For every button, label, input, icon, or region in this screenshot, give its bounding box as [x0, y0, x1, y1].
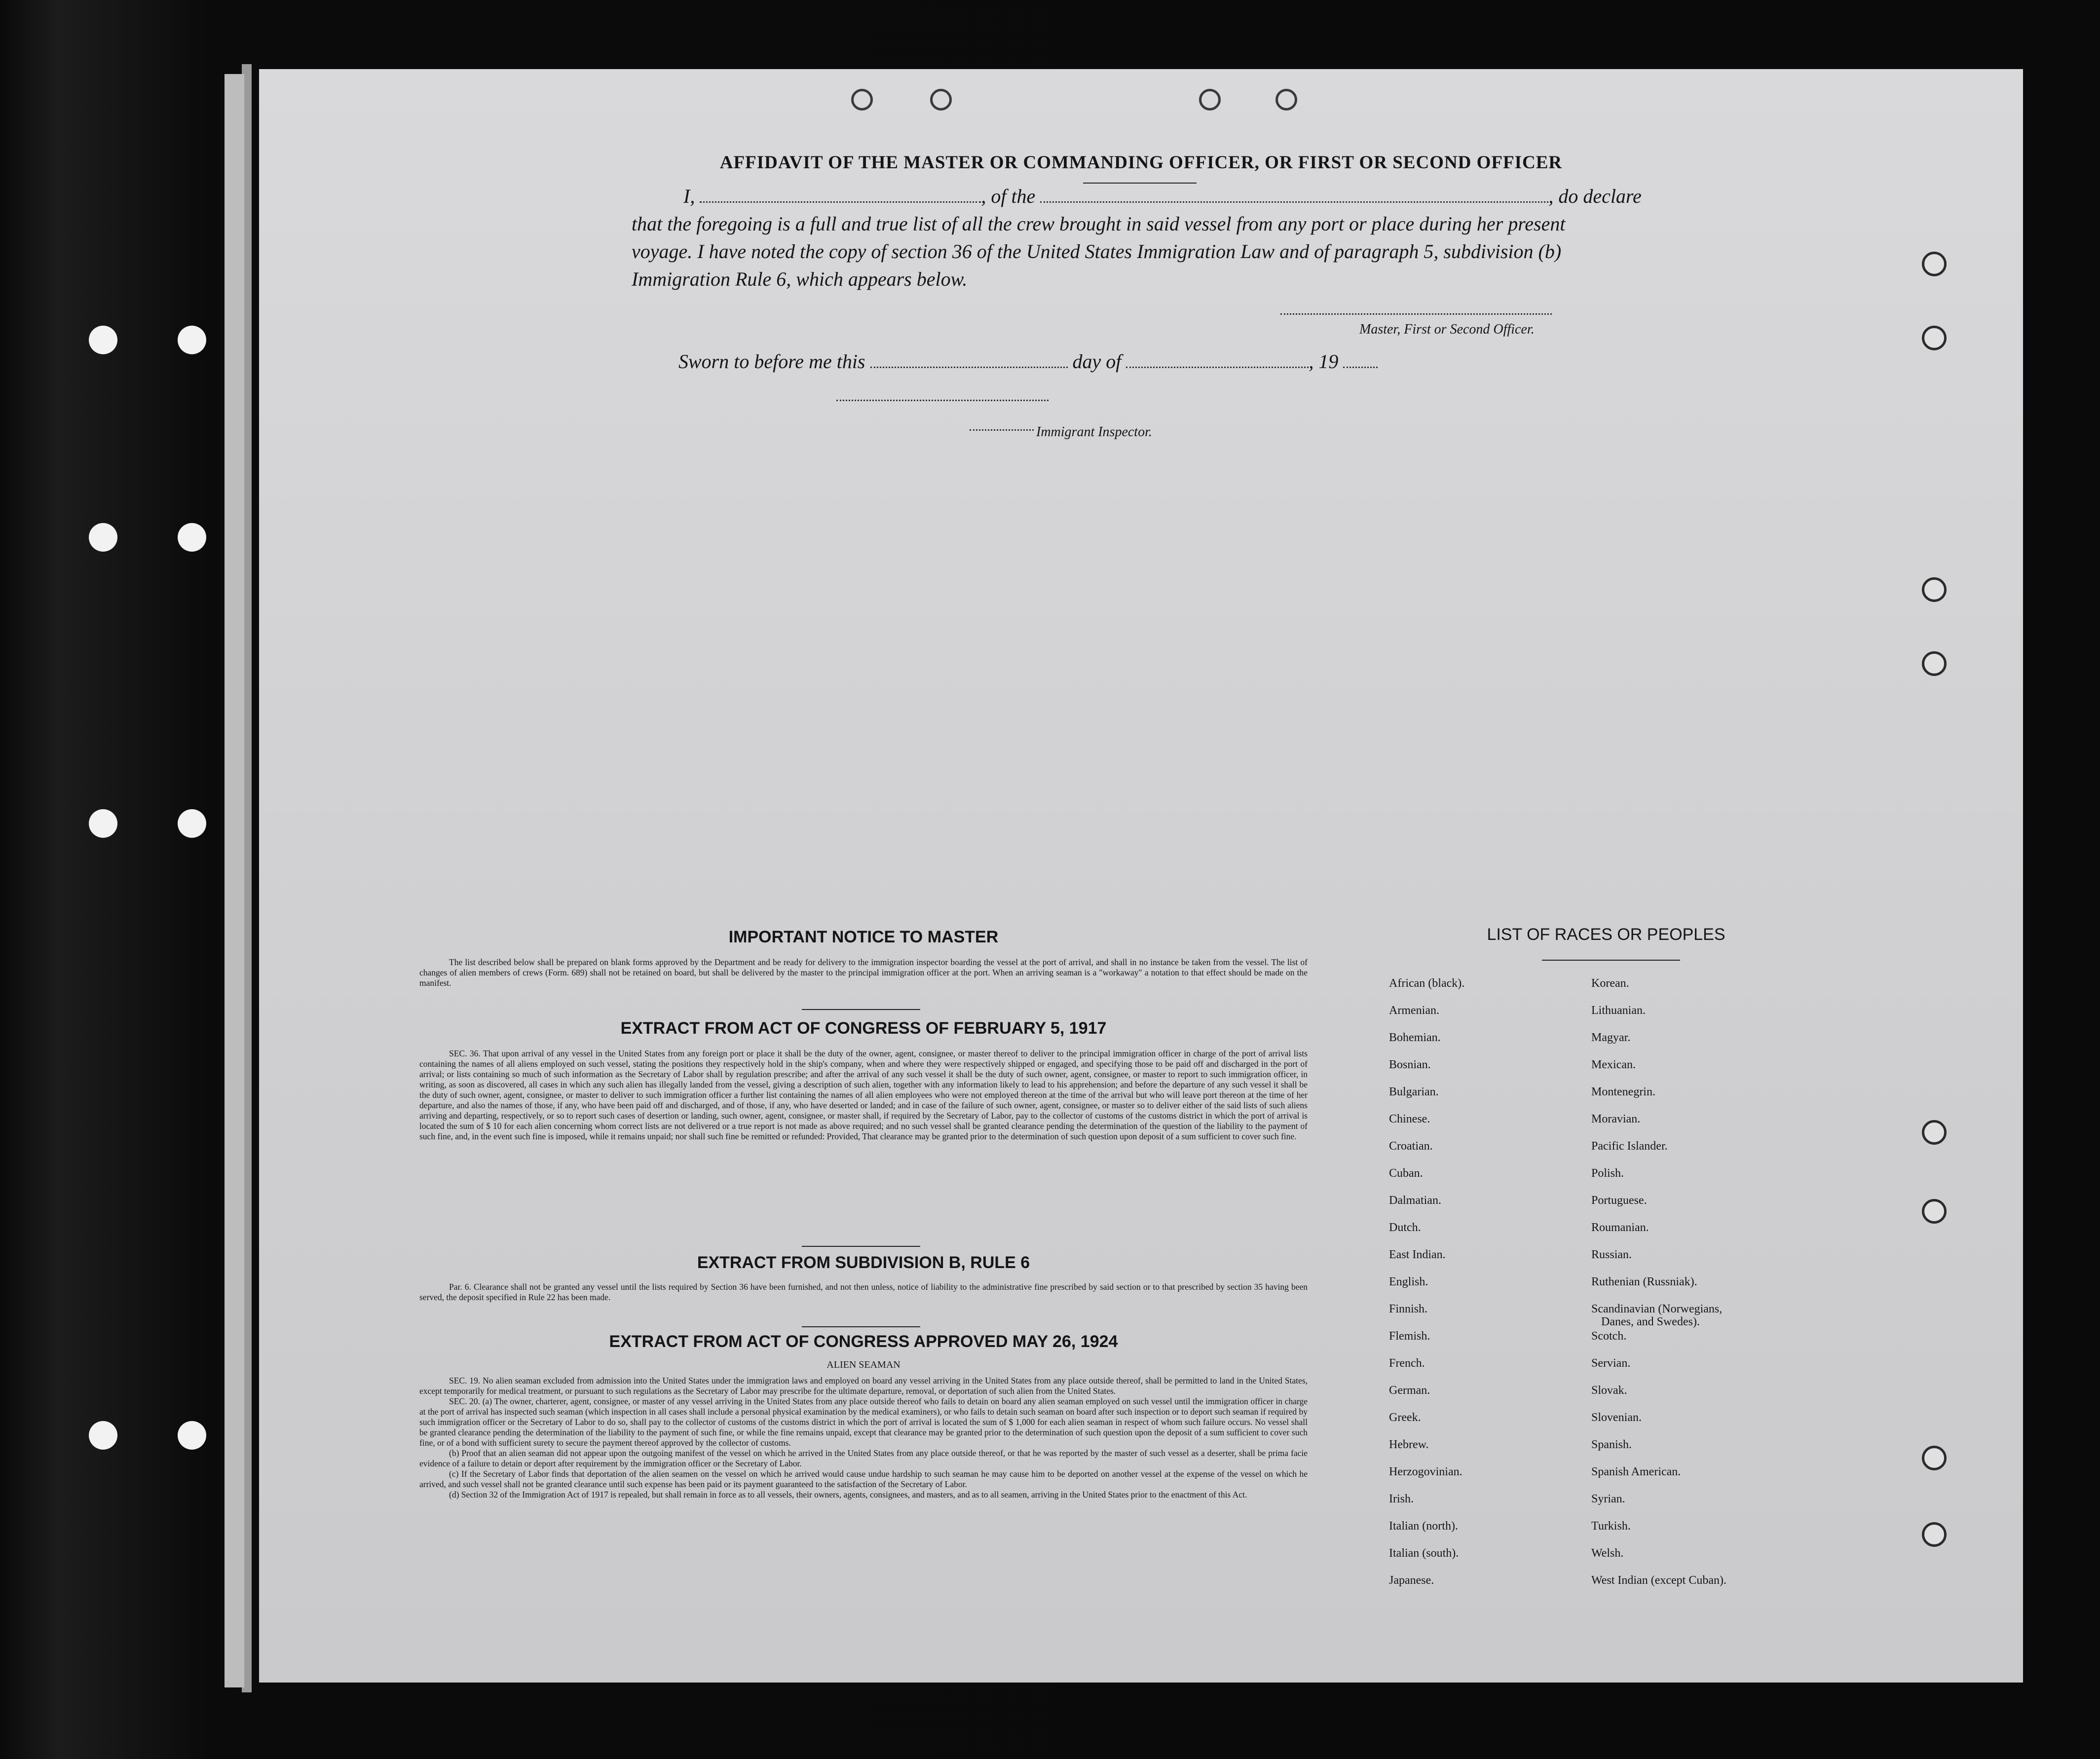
race-item: Korean.: [1591, 977, 1629, 990]
race-item: Montenegrin.: [1591, 1085, 1655, 1098]
race-item: Turkish.: [1591, 1520, 1631, 1533]
sec-20b-text: (b) Proof that an alien seaman did not appear upon the outgoing manifest of the vessel on which he arrived in the United States from any place outside thereof, or that he was reported by the master of such vessel as a deserter, shall be prima facie evidence of a failure to detain or deport after requirement by the immigration officer or the Secretary of Labor.: [419, 1448, 1308, 1468]
vessel-name-blank[interactable]: [1040, 201, 1548, 203]
punch-hole: [1922, 651, 1947, 676]
binder-hole: [89, 809, 117, 838]
race-item: West Indian (except Cuban).: [1591, 1574, 1726, 1587]
race-item: Greek.: [1389, 1411, 1421, 1424]
signature-label: Master, First or Second Officer.: [1359, 322, 1535, 337]
race-item: Pacific Islander.: [1591, 1140, 1668, 1153]
binder-hole: [89, 1421, 117, 1450]
race-item: East Indian.: [1389, 1248, 1446, 1261]
extract-1917-text: SEC. 36. That upon arrival of any vessel in the United States from any foreign port or place it shall be the duty of the owner, agent, consignee, or master thereof to deliver to the principal immigration officer in charge of the port of arrival lists containing the names of all aliens employed on such vessel, stating the positions they respectively hold in the ship's company, when and where they were respectively shipped or engaged, and specifying those to be paid off and discharged in the port of arrival; or lists containing so much of such information as the Secretary of Labor shall by regulation prescribe; and after the arrival of any such vessel it shall be the duty of such owner, agent, consignee, or master to report to such immigration officer, in writing, as soon as discovered, all cases in which any such alien has illegally landed from the vessel, giving a description of such alien, together with any information likely to lead to his apprehension; and before the departure of any such vessel it shall be the duty of such owner, agent, consignee, or master to deliver to such immigration officer a further list containing the names of all alien employees who were not employed thereon at the time of the arrival but who will leave port thereon at the time of her departure, and also the names of those, if any, who have been paid off and discharged, and of those, if any, who have deserted or landed; and in case of the failure of such owner, agent, consignee, or master so to deliver either of the said lists of such aliens arriving and departing, respectively, or so to report such cases of desertion or landing, such owner, agent, consignee, or master shall, if required by the Secretary of Labor, pay to the collector of customs of the customs district in which the port of arrival is located the sum of $ 10 for each alien concerning whom correct lists are not delivered or a true report is not made as above required; and no such vessel shall be granted clearance pending the determination of the question of the liability to the payment of such fine, and, in the event such fine is imposed, while it remains unpaid; nor shall such fine be remitted or refunded: Provided, That clearance may be granted prior to the determination of such question upon deposit of a sum sufficient to cover such fine.: [419, 1048, 1308, 1141]
punch-hole: [930, 89, 952, 111]
subdivision-b-title: EXTRACT FROM SUBDIVISION B, RULE 6: [697, 1253, 1030, 1272]
race-item: Polish.: [1591, 1167, 1624, 1180]
sworn-year-label: , 19: [1309, 350, 1339, 373]
races-right-column: [1591, 977, 1887, 1601]
race-item: Croatian.: [1389, 1140, 1433, 1153]
signature-blank[interactable]: [1280, 313, 1552, 315]
races-divider: [1542, 960, 1680, 961]
punch-hole: [1922, 252, 1947, 276]
race-item: Dutch.: [1389, 1221, 1421, 1234]
punch-hole: [1922, 577, 1947, 602]
declarant-name-blank[interactable]: [700, 201, 981, 203]
race-item: Ruthenian (Russniak).: [1591, 1275, 1697, 1288]
alien-seaman-subtitle: ALIEN SEAMAN: [826, 1359, 900, 1370]
race-item: English.: [1389, 1275, 1428, 1288]
sworn-line: [678, 348, 1378, 375]
affidavit-line-4: Immigration Rule 6, which appears below.: [632, 268, 968, 290]
notice-title: IMPORTANT NOTICE TO MASTER: [728, 928, 999, 946]
race-item: Bohemian.: [1389, 1031, 1441, 1044]
punch-hole: [1922, 1120, 1947, 1145]
race-item: Italian (south).: [1389, 1547, 1459, 1560]
punch-hole: [851, 89, 873, 111]
race-item: Lithuanian.: [1591, 1004, 1646, 1017]
sec-20a-text: SEC. 20. (a) The owner, charterer, agent, consignee, or master of any vessel arriving in the United States from any place outside thereof who fails to detain on board any alien seaman employed on such vessel until the immigration officer in charge at the port of arrival has inspected such seaman (which inspection in all cases shall include a personal physical examination by the medical examiners), or who fails to detain such seaman on board after such inspection or to deport such seaman if required by such immigration officer or the Secretary of Labor to do so, shall pay to the collector of customs of the customs district in which the port of arrival is located the sum of $ 1,000 for each alien seaman in respect of whom such failure occurs. No vessel shall be granted clearance pending the determination of the liability to the payment of such fine, or while the fine remains unpaid, except that clearance may be granted prior to the determination of such question upon the deposit of a sum sufficient to cover such fine, or of a bond with sufficient surety to secure the payment thereof approved by the collector of customs.: [419, 1396, 1308, 1448]
race-item: Moravian.: [1591, 1113, 1641, 1125]
race-item: Servian.: [1591, 1357, 1631, 1370]
race-item: Russian.: [1591, 1248, 1632, 1261]
race-item: Danes, and Swedes).: [1601, 1315, 1700, 1328]
race-item: Mexican.: [1591, 1058, 1636, 1071]
affidavit-line-1: [632, 183, 1806, 210]
sworn-day-label: day of: [1072, 350, 1122, 373]
race-item: Finnish.: [1389, 1303, 1428, 1315]
affidavit-line-3: voyage. I have noted the copy of section 36 of the United States Immigration Law and of paragraph 5, subdivision (b): [632, 240, 1562, 262]
affidavit-body: [632, 183, 1806, 293]
affidavit-title: AFFIDAVIT OF THE MASTER OR COMMANDING OFFICER, OR FIRST OR SECOND OFFICER: [719, 152, 1563, 173]
document-page: [259, 69, 2023, 1683]
race-item: Herzogovinian.: [1389, 1465, 1462, 1478]
sec-20c-text: (c) If the Secretary of Labor finds that deportation of the alien seamen on the vessel on which he arrived would cause undue hardship to such seaman he may cause him to be deported on another vessel at the expense of the vessel on which he arrived, and such vessel shall not be granted clearance until such expense has been paid or its payment guaranteed to the satisfaction of the Secretary of Labor.: [419, 1469, 1308, 1489]
affidavit-line-2: that the foregoing is a full and true list of all the crew brought in said vessel from any port or place during her present: [632, 213, 1566, 235]
sworn-year-blank[interactable]: [1343, 367, 1378, 368]
race-item: Cuban.: [1389, 1167, 1423, 1180]
race-item: French.: [1389, 1357, 1425, 1370]
extract-1924-body: [419, 1376, 1308, 1500]
inspector-label-leader: [970, 429, 1034, 431]
section-divider: [802, 1326, 920, 1327]
race-item: Scandinavian (Norwegians,: [1591, 1303, 1723, 1315]
race-item: Armenian.: [1389, 1004, 1439, 1017]
race-item: Hebrew.: [1389, 1438, 1429, 1451]
race-item: Bulgarian.: [1389, 1085, 1439, 1098]
binder-hole: [178, 523, 206, 552]
sworn-month-blank[interactable]: [1126, 367, 1309, 368]
subdivision-b-text: Par. 6. Clearance shall not be granted any vessel until the lists required by Section 36 have been furnished, and not then unless, notice of liability to the administrative fine prescribed by said section or to that prescribed by section 35 having been served, the deposit specified in Rule 22 has been made.: [419, 1282, 1308, 1302]
punch-hole: [1922, 1446, 1947, 1470]
race-item: Roumanian.: [1591, 1221, 1649, 1234]
underlying-page-edge: [225, 74, 244, 1687]
race-item: German.: [1389, 1384, 1430, 1397]
sworn-day-blank[interactable]: [870, 367, 1068, 368]
sec-19-text: SEC. 19. No alien seaman excluded from admission into the United States under the immigration laws and employed on board any vessel arriving in the United States from any place outside thereof, shall be permitted to land in the United States, except temporarily for medical treatment, or pursuant to such regulations as the Secretary of Labor may prescribe for the ultimate departure, removal, or deportation of such alien from the United States.: [419, 1376, 1308, 1396]
race-item: Slovenian.: [1591, 1411, 1642, 1424]
race-item: Japanese.: [1389, 1574, 1434, 1587]
race-item: Dalmatian.: [1389, 1194, 1441, 1207]
section-divider: [802, 1009, 920, 1010]
binder-hole: [178, 326, 206, 354]
extract-1917-title: EXTRACT FROM ACT OF CONGRESS OF FEBRUARY 5, 1917: [620, 1019, 1107, 1038]
binder-hole: [178, 809, 206, 838]
race-item: Chinese.: [1389, 1113, 1430, 1125]
section-divider: [802, 1246, 920, 1247]
races-left-column: [1389, 977, 1576, 1601]
declarant-prefix: I,: [683, 185, 695, 207]
inspector-label: Immigrant Inspector.: [1036, 424, 1152, 440]
race-item: Flemish.: [1389, 1330, 1430, 1343]
inspector-signature-blank[interactable]: [836, 400, 1049, 401]
punch-hole: [1922, 1199, 1947, 1224]
race-item: Bosnian.: [1389, 1058, 1431, 1071]
binder-hole: [178, 1421, 206, 1450]
binder-hole: [89, 523, 117, 552]
race-item: Spanish American.: [1591, 1465, 1681, 1478]
race-item: Slovak.: [1591, 1384, 1627, 1397]
punch-hole: [1922, 326, 1947, 350]
race-item: Portuguese.: [1591, 1194, 1647, 1207]
binder-hole: [89, 326, 117, 354]
punch-hole: [1199, 89, 1221, 111]
declare-label: , do declare: [1548, 185, 1642, 207]
punch-hole: [1922, 1522, 1947, 1547]
race-item: Welsh.: [1591, 1547, 1624, 1560]
sec-20d-text: (d) Section 32 of the Immigration Act of 1917 is repealed, but shall remain in force as to all vessels, their owners, agents, consignees, and masters, and as to all seamen, arriving in the United States prior to the enactment of this Act.: [449, 1490, 1247, 1499]
race-item: Italian (north).: [1389, 1520, 1458, 1533]
sworn-prefix: Sworn to before me this: [678, 350, 865, 373]
race-item: Irish.: [1389, 1493, 1414, 1505]
punch-hole: [1275, 89, 1297, 111]
race-item: Spanish.: [1591, 1438, 1632, 1451]
race-item: Syrian.: [1591, 1493, 1625, 1505]
race-item: African (black).: [1389, 977, 1465, 990]
of-the-label: , of the: [981, 185, 1036, 207]
race-item: Scotch.: [1591, 1330, 1627, 1343]
race-item: Magyar.: [1591, 1031, 1631, 1044]
notice-text: The list described below shall be prepared on blank forms approved by the Department and be ready for delivery to the immigration inspector boarding the vessel at the port of arrival, and shall in no instance be taken from the vessel. The list of changes of alien members of crews (Form. 689) shall not be retained on board, but shall be delivered by the master to the principal immigration officer at the port. When an arriving seaman is a "workaway" a notation to that effect should be made on the manifest.: [419, 957, 1308, 988]
extract-1924-title: EXTRACT FROM ACT OF CONGRESS APPROVED MAY 26, 1924: [609, 1332, 1118, 1351]
races-title: LIST OF RACES OR PEOPLES: [1487, 925, 1725, 944]
